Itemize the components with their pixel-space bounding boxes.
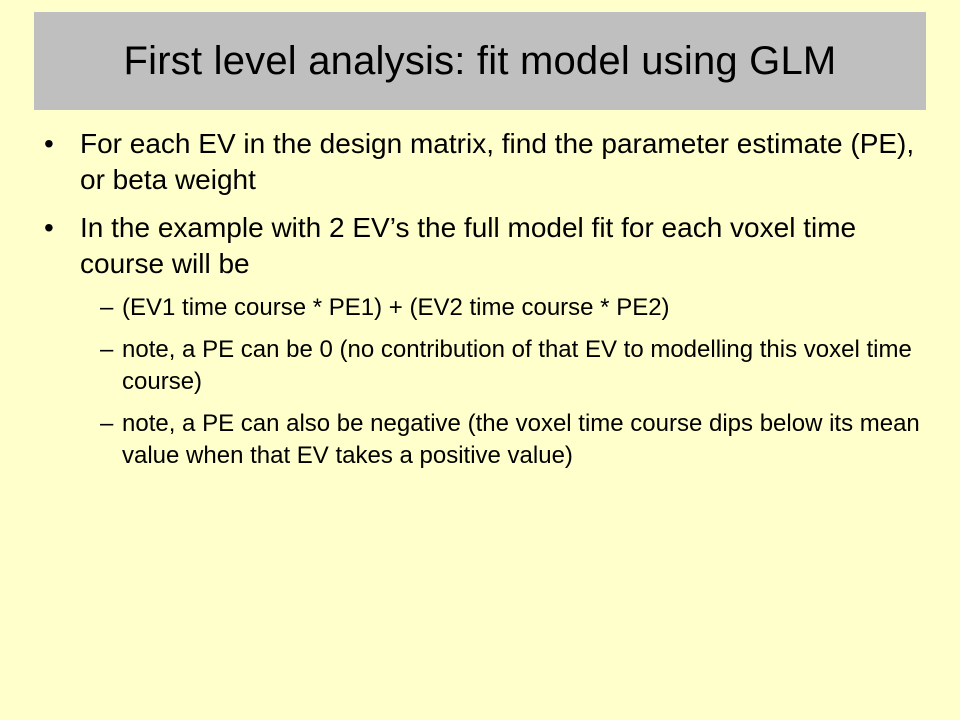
sub-bullet-item <box>44 334 924 398</box>
bullet-text: For each EV in the design matrix, find the parameter estimate (PE), or beta weight <box>80 128 915 195</box>
sub-bullet-text: note, a PE can be 0 (no contribution of that EV to modelling this voxel time course) <box>122 336 912 395</box>
bullet-item <box>44 126 924 198</box>
sub-bullet-list <box>44 292 924 472</box>
sub-bullet-text: (EV1 time course * PE1) + (EV2 time course * PE2) <box>122 294 670 321</box>
bullet-marker: • <box>44 212 54 243</box>
bullet-marker: • <box>44 128 54 159</box>
sub-bullet-item <box>44 408 924 472</box>
dash-marker: – <box>100 410 114 437</box>
sub-bullet-text: note, a PE can also be negative (the voxel time course dips below its mean value when that EV takes a positive value) <box>122 410 920 469</box>
bullet-item <box>44 210 924 282</box>
slide-title: First level analysis: fit model using GLM <box>123 39 837 83</box>
sub-bullet-item <box>44 292 924 324</box>
bullet-text: In the example with 2 EV’s the full model fit for each voxel time course will be <box>80 212 857 279</box>
title-bar <box>34 12 926 110</box>
dash-marker: – <box>100 294 114 321</box>
slide-content <box>44 126 924 482</box>
dash-marker: – <box>100 336 114 363</box>
